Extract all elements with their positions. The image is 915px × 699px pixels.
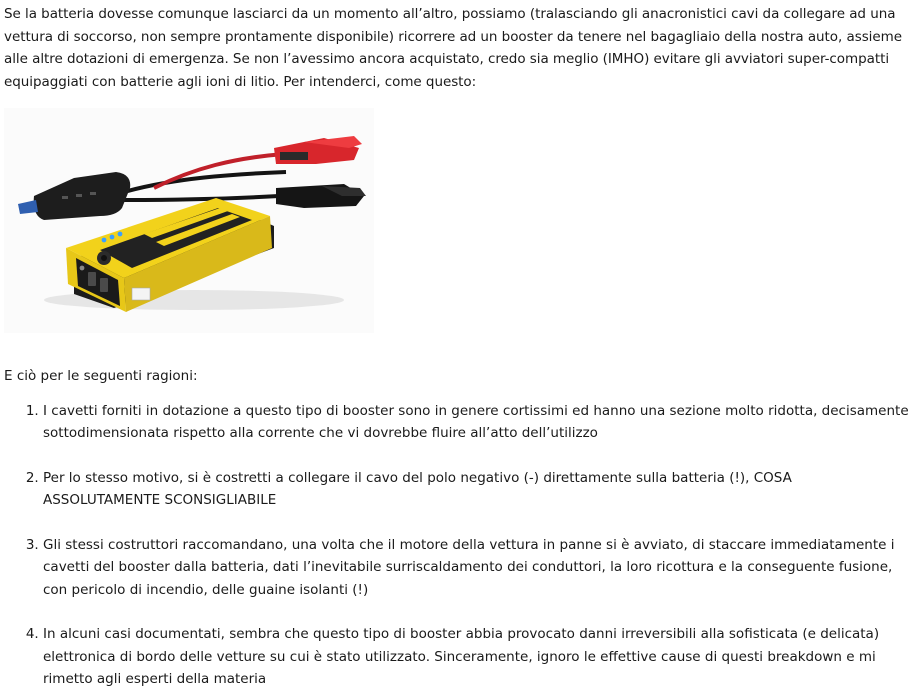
- list-item: 4. In alcuni casi documentati, sembra che questo tipo di booster abbia provocato danni irreversibili alla sofisticata (e delicata) elettronica di bordo delle vetture su cui è stato utilizzato. Sinceramente, ignoro le effettive cause di questi breakdown e mi rimetto agli esperti della materia: [43, 623, 911, 691]
- reasons-intro: E ciò per le seguenti ragioni:: [4, 368, 198, 384]
- jump-starter-image: [4, 108, 374, 333]
- list-item: 2. Per lo stesso motivo, si è costretti a collegare il cavo del polo negativo (-) direttamente sulla batteria (!), COSA ASSOLUTAMENTE SCONSIGLIABILE: [43, 467, 911, 512]
- reasons-list: [4, 400, 911, 691]
- list-item: 3. Gli stessi costruttori raccomandano, una volta che il motore della vettura in panne si è avviato, di staccare immediatamente i cavetti del booster dalla batteria, dati l’inevitabile surriscaldamento dei conduttori, la loro ricottura e la conseguente fusione, con pericolo di incendio, delle guaine isolanti (!): [43, 534, 911, 602]
- list-item: 1. I cavetti forniti in dotazione a questo tipo di booster sono in genere cortissimi ed hanno una sezione molto ridotta, decisamente sottodimensionata rispetto alla corrente che vi dovrebbe fluire all’atto dell’utilizzo: [43, 400, 911, 445]
- intro-paragraph: Se la batteria dovesse comunque lasciarci da un momento all’altro, possiamo (tralasciando gli anacronistici cavi da collegare ad una vettura di soccorso, non sempre prontamente disponibile) ricorrere ad un booster da tenere nel bagagliaio della nostra auto, assieme alle altre dotazioni di emergenza. Se non l’avessimo ancora acquistato, credo sia meglio (IMHO) evitare gli avviatori super-compatti equipaggiati con batterie agli ioni di litio. Per intenderci, come questo:: [4, 6, 902, 90]
